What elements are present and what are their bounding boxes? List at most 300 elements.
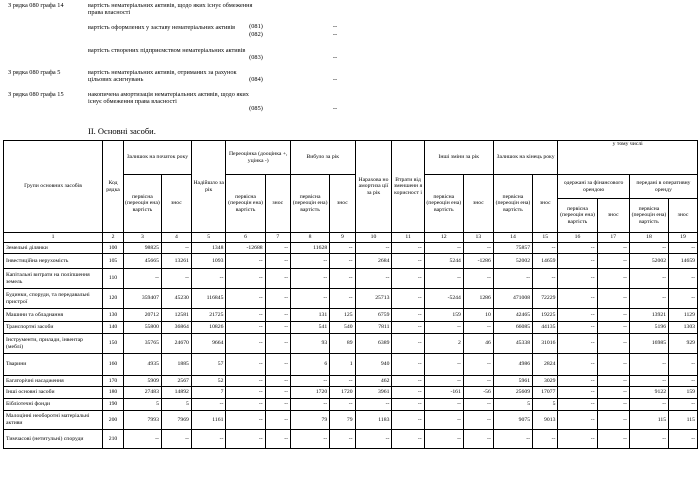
cell-value: 2684 (355, 254, 392, 269)
cell-value: -- (226, 376, 265, 387)
column-number: 16 (558, 233, 597, 243)
cell-value: -- (291, 269, 330, 289)
cell-value: 45665 (123, 254, 161, 269)
cell-value: 20712 (123, 309, 161, 322)
table-row (4, 289, 698, 309)
cell-value: 5 (123, 399, 161, 411)
cell-value: -- (463, 243, 493, 254)
column-number: 14 (493, 233, 532, 243)
row-group-name: Багаторічні насадження (4, 376, 103, 387)
cell-value: 1093 (191, 254, 226, 269)
cell-value: 1720 (291, 387, 330, 399)
cell-value: 25609 (493, 387, 532, 399)
cell-value: 1720 (330, 387, 355, 399)
column-number: 17 (597, 233, 629, 243)
row-code: 105 (103, 254, 124, 269)
cell-value: 462 (355, 376, 392, 387)
cell-value: 79 (330, 411, 355, 430)
column-number: 4 (161, 233, 191, 243)
cell-value: 14659 (533, 254, 558, 269)
cell-value: -- (291, 399, 330, 411)
row-code: 150 (103, 334, 124, 354)
cell-value: 6 (291, 354, 330, 376)
cell-value: -- (493, 430, 532, 449)
cell-value: -- (392, 387, 424, 399)
cell-value: -- (226, 334, 265, 354)
cell-value: -- (392, 309, 424, 322)
cell-value: 9664 (191, 334, 226, 354)
row-group-name: Тимчасові (нетитульні) споруди (4, 430, 103, 449)
cell-value: 10 (463, 309, 493, 322)
cell-value: 5 (493, 399, 532, 411)
cell-value: -- (226, 289, 265, 309)
cell-value: -- (265, 309, 290, 322)
header-wear: знос (463, 175, 493, 233)
cell-value: -- (463, 399, 493, 411)
note-value: -- (332, 105, 338, 112)
cell-value: -- (463, 376, 493, 387)
cell-value: 36864 (161, 322, 191, 334)
cell-value: 14659 (669, 254, 698, 269)
cell-value: 2 (424, 334, 463, 354)
row-group-name: Інвестиційна нерухомість (4, 254, 103, 269)
cell-value: 89 (330, 334, 355, 354)
cell-value: -- (265, 243, 290, 254)
cell-value: -- (392, 399, 424, 411)
row-code: 170 (103, 376, 124, 387)
cell-value: 4986 (493, 354, 532, 376)
cell-value: -- (392, 430, 424, 449)
note-description: вартість створених підприємством нематеріальних активів (88, 47, 246, 54)
cell-value: 9075 (493, 411, 532, 430)
cell-value: -- (558, 376, 597, 387)
cell-value: -- (597, 387, 629, 399)
note-code: (085) (249, 105, 263, 112)
cell-value: -- (669, 430, 698, 449)
cell-value: -- (330, 269, 355, 289)
table-row (4, 411, 698, 430)
table-row (4, 322, 698, 334)
header-initial-cost: первісна (переоцін ена) вартість (226, 175, 265, 233)
cell-value: -- (629, 289, 668, 309)
row-group-name: Інші основні засоби (4, 387, 103, 399)
table-body (4, 243, 698, 449)
cell-value: -- (123, 430, 161, 449)
table-row (4, 309, 698, 322)
cell-value: -- (558, 354, 597, 376)
cell-value: -- (533, 269, 558, 289)
row-code: 190 (103, 399, 124, 411)
cell-value: 35765 (123, 334, 161, 354)
header-leased: одержані за фінансового орендою (558, 175, 629, 199)
intangible-assets-notes (0, 0, 700, 125)
cell-value: -- (629, 269, 668, 289)
cell-value: -- (463, 269, 493, 289)
header-wear: знос (330, 175, 355, 233)
cell-value: 24670 (161, 334, 191, 354)
cell-value: -- (558, 243, 597, 254)
header-wear: знос (533, 175, 558, 233)
table-row (4, 269, 698, 289)
column-number: 18 (629, 233, 668, 243)
note-description: вартість оформлених у заставу нематеріальних активів (88, 24, 236, 31)
column-number: 15 (533, 233, 558, 243)
cell-value: 25713 (355, 289, 392, 309)
row-group-name: Будинки, споруди, та передавальні пристрої (4, 289, 103, 309)
note-value: -- (332, 31, 338, 38)
header-initial-cost: первісна (переоцін ена) вартість (291, 175, 330, 233)
note-label: З рядка 080 графа 14 (8, 2, 64, 9)
header-initial-cost: первісна (переоцін ена) вартість (558, 199, 597, 233)
cell-value: -- (424, 243, 463, 254)
cell-value: 7811 (355, 322, 392, 334)
note-description: вартість нематеріальних активів, щодо яких існує обмеження права власності (88, 2, 253, 17)
header-revaluation: Переоцінка (дооцінка +, уцінка -) (226, 141, 291, 175)
cell-value: -- (558, 289, 597, 309)
note-description: вартість нематеріальних активів, отриманих за рахунок цільових асигнувань (88, 69, 237, 84)
cell-value: 3961 (355, 387, 392, 399)
cell-value: 52002 (493, 254, 532, 269)
row-code: 180 (103, 387, 124, 399)
cell-value: -- (291, 376, 330, 387)
cell-value: -- (669, 269, 698, 289)
cell-value: -- (226, 430, 265, 449)
cell-value: -- (558, 334, 597, 354)
cell-value: 72229 (533, 289, 558, 309)
cell-value: -- (463, 430, 493, 449)
cell-value: -- (191, 430, 226, 449)
cell-value: -- (597, 289, 629, 309)
cell-value: -- (493, 269, 532, 289)
cell-value: -- (629, 376, 668, 387)
column-number: 7 (265, 233, 290, 243)
row-group-name: Земельні ділянки (4, 243, 103, 254)
cell-value: -- (597, 243, 629, 254)
cell-value: -- (558, 269, 597, 289)
cell-value: -- (392, 269, 424, 289)
header-impairment: Втрати від зменшенн я корисност і (392, 141, 424, 233)
header-code: Код рядка (103, 141, 124, 233)
cell-value: -- (669, 289, 698, 309)
cell-value: 19225 (533, 309, 558, 322)
cell-value: -- (330, 399, 355, 411)
cell-value: 471008 (493, 289, 532, 309)
cell-value: -- (463, 354, 493, 376)
row-group-name: Бібліотечні фонди (4, 399, 103, 411)
cell-value: -- (597, 269, 629, 289)
cell-value: -- (424, 322, 463, 334)
cell-value: 125 (330, 309, 355, 322)
header-wear: знос (669, 199, 698, 233)
row-code: 140 (103, 322, 124, 334)
cell-value: 46 (463, 334, 493, 354)
cell-value: 2824 (533, 354, 558, 376)
cell-value: -- (265, 376, 290, 387)
cell-value: -- (424, 376, 463, 387)
cell-value: -- (330, 254, 355, 269)
table-row (4, 243, 698, 254)
cell-value: -- (597, 354, 629, 376)
cell-value: -- (597, 430, 629, 449)
cell-value: 13261 (161, 254, 191, 269)
cell-value: 9013 (533, 411, 558, 430)
header-end-balance: Залишок на кінець року (493, 141, 558, 175)
cell-value: 55800 (123, 322, 161, 334)
cell-value: 1183 (355, 411, 392, 430)
cell-value: -- (330, 430, 355, 449)
cell-value: -- (226, 309, 265, 322)
cell-value: 5244 (424, 254, 463, 269)
cell-value: 2567 (161, 376, 191, 387)
cell-value: 7969 (161, 411, 191, 430)
column-number: 10 (355, 233, 392, 243)
header-transferred: передані в оперативну оренду (629, 175, 697, 199)
cell-value: 116845 (191, 289, 226, 309)
cell-value: 1161 (191, 411, 226, 430)
header-wear: знос (161, 175, 191, 233)
cell-value: -- (123, 269, 161, 289)
cell-value: 52002 (629, 254, 668, 269)
column-number: 11 (392, 233, 424, 243)
header-initial-cost: первісна (переоцін ена) вартість (123, 175, 161, 233)
cell-value: -- (629, 399, 668, 411)
header-received: Надійшло за рік (191, 141, 226, 233)
cell-value: -- (558, 309, 597, 322)
cell-value: -- (265, 254, 290, 269)
cell-value: 541 (291, 322, 330, 334)
cell-value: -- (226, 399, 265, 411)
cell-value: -- (533, 430, 558, 449)
column-number: 5 (191, 233, 226, 243)
cell-value: -161 (424, 387, 463, 399)
cell-value: -- (597, 411, 629, 430)
cell-value: -- (669, 399, 698, 411)
cell-value: -- (669, 243, 698, 254)
cell-value: -- (597, 309, 629, 322)
cell-value: -- (355, 430, 392, 449)
table-row (4, 354, 698, 376)
cell-value: -- (558, 430, 597, 449)
column-number: 2 (103, 233, 124, 243)
header-group: Групи основних засобів (4, 141, 103, 233)
header-start-balance: Залишок на початок року (123, 141, 191, 175)
note-description: накопичена амортизація нематеріальних активів, щодо яких існує обмеження права власності (88, 91, 249, 106)
cell-value: 11628 (291, 243, 330, 254)
cell-value: 10826 (191, 322, 226, 334)
note-code: (083) (249, 54, 263, 61)
header-other-changes: Інші зміни за рік (424, 141, 493, 175)
note-value: -- (332, 23, 338, 30)
cell-value: 5909 (123, 376, 161, 387)
row-code: 130 (103, 309, 124, 322)
table-row (4, 387, 698, 399)
row-group-name: Тварини (4, 354, 103, 376)
cell-value: 52 (191, 376, 226, 387)
cell-value: -- (191, 399, 226, 411)
cell-value: 75857 (493, 243, 532, 254)
cell-value: -- (161, 269, 191, 289)
cell-value: -- (463, 322, 493, 334)
cell-value: -- (226, 411, 265, 430)
cell-value: -- (424, 269, 463, 289)
note-label: З рядка 080 графа 15 (8, 91, 64, 98)
cell-value: 115 (629, 411, 668, 430)
cell-value: -1286 (463, 254, 493, 269)
cell-value: 1286 (463, 289, 493, 309)
cell-value: 44135 (533, 322, 558, 334)
cell-value: -- (392, 243, 424, 254)
note-code: (082) (249, 31, 263, 38)
header-wear: знос (265, 175, 290, 233)
row-code: 120 (103, 289, 124, 309)
cell-value: -- (355, 243, 392, 254)
header-initial-cost: первісна (переоцін ена) вартість (424, 175, 463, 233)
cell-value: -- (392, 289, 424, 309)
cell-value: 12581 (161, 309, 191, 322)
cell-value: -- (392, 334, 424, 354)
cell-value: -- (355, 269, 392, 289)
row-code: 200 (103, 411, 124, 430)
cell-value: 7 (191, 387, 226, 399)
row-group-name: Транспортні засоби (4, 322, 103, 334)
cell-value: -- (355, 399, 392, 411)
cell-value: -- (265, 387, 290, 399)
cell-value: 159 (424, 309, 463, 322)
cell-value: 98825 (123, 243, 161, 254)
cell-value: 45338 (493, 334, 532, 354)
cell-value: 359407 (123, 289, 161, 309)
table-row (4, 254, 698, 269)
header-initial-cost: первісна (переоцін ена) вартість (629, 199, 668, 233)
cell-value: 4935 (123, 354, 161, 376)
cell-value: 13921 (629, 309, 668, 322)
cell-value: -- (291, 254, 330, 269)
cell-value: -- (669, 354, 698, 376)
cell-value: -- (226, 254, 265, 269)
cell-value: 17077 (533, 387, 558, 399)
column-number: 8 (291, 233, 330, 243)
column-number: 1 (4, 233, 103, 243)
header-disposed: Вибуло за рік (291, 141, 356, 175)
row-group-name: Капітальні витрати на поліпшення земель (4, 269, 103, 289)
cell-value: -- (558, 387, 597, 399)
column-number: 19 (669, 233, 698, 243)
cell-value: 5196 (629, 322, 668, 334)
cell-value: -- (629, 354, 668, 376)
cell-value: -- (265, 334, 290, 354)
cell-value: -- (291, 289, 330, 309)
column-number: 12 (424, 233, 463, 243)
cell-value: -- (629, 430, 668, 449)
cell-value: -- (463, 411, 493, 430)
cell-value: 5 (533, 399, 558, 411)
cell-value: -- (424, 399, 463, 411)
cell-value: 131 (291, 309, 330, 322)
cell-value: -- (629, 243, 668, 254)
cell-value: -- (330, 243, 355, 254)
table-row (4, 430, 698, 449)
cell-value: -- (424, 411, 463, 430)
row-code: 160 (103, 354, 124, 376)
cell-value: 21725 (191, 309, 226, 322)
cell-value: -- (597, 376, 629, 387)
cell-value: -- (533, 243, 558, 254)
cell-value: 5961 (493, 376, 532, 387)
cell-value: -- (597, 334, 629, 354)
header-depreciation: Нарахова но амортиза ції за рік (355, 141, 392, 233)
column-number: 6 (226, 233, 265, 243)
cell-value: 42465 (493, 309, 532, 322)
cell-value: 1 (330, 354, 355, 376)
cell-value: -- (597, 322, 629, 334)
cell-value: -- (424, 430, 463, 449)
cell-value: -- (161, 243, 191, 254)
cell-value: 14892 (161, 387, 191, 399)
cell-value: -- (392, 411, 424, 430)
table-row (4, 334, 698, 354)
cell-value: 31016 (533, 334, 558, 354)
cell-value: 16985 (629, 334, 668, 354)
cell-value: -- (392, 322, 424, 334)
cell-value: 940 (355, 354, 392, 376)
cell-value: 66085 (493, 322, 532, 334)
cell-value: -- (265, 269, 290, 289)
cell-value: 27483 (123, 387, 161, 399)
cell-value: 5 (161, 399, 191, 411)
column-number: 3 (123, 233, 161, 243)
table-row (4, 399, 698, 411)
cell-value: -- (597, 399, 629, 411)
note-value: -- (332, 76, 338, 83)
cell-value: 929 (669, 334, 698, 354)
cell-value: -- (558, 411, 597, 430)
row-group-name: Інструменти, прилади, інвентар (меблі) (4, 334, 103, 354)
cell-value: 79 (291, 411, 330, 430)
cell-value: -- (226, 322, 265, 334)
cell-value: -- (191, 269, 226, 289)
cell-value: 9122 (629, 387, 668, 399)
cell-value: 159 (669, 387, 698, 399)
cell-value: -- (330, 289, 355, 309)
cell-value: -- (669, 376, 698, 387)
cell-value: 45230 (161, 289, 191, 309)
cell-value: 115 (669, 411, 698, 430)
cell-value: -- (558, 399, 597, 411)
header-including: у тому числі (558, 141, 698, 175)
header-wear: знос (597, 199, 629, 233)
cell-value: -- (226, 387, 265, 399)
table-row (4, 376, 698, 387)
cell-value: 1129 (669, 309, 698, 322)
cell-value: 540 (330, 322, 355, 334)
cell-value: -- (392, 376, 424, 387)
cell-value: -- (597, 254, 629, 269)
cell-value: -- (265, 399, 290, 411)
note-value: -- (332, 54, 338, 61)
column-number: 9 (330, 233, 355, 243)
note-label: З рядка 080 графа 5 (8, 69, 61, 76)
fixed-assets-table (3, 140, 698, 449)
row-code: 100 (103, 243, 124, 254)
row-code: 210 (103, 430, 124, 449)
cell-value: 6759 (355, 309, 392, 322)
cell-value: -- (226, 269, 265, 289)
row-group-name: Машини та обладнання (4, 309, 103, 322)
cell-value: 6389 (355, 334, 392, 354)
column-number: 13 (463, 233, 493, 243)
cell-value: 1303 (669, 322, 698, 334)
cell-value: -- (291, 430, 330, 449)
